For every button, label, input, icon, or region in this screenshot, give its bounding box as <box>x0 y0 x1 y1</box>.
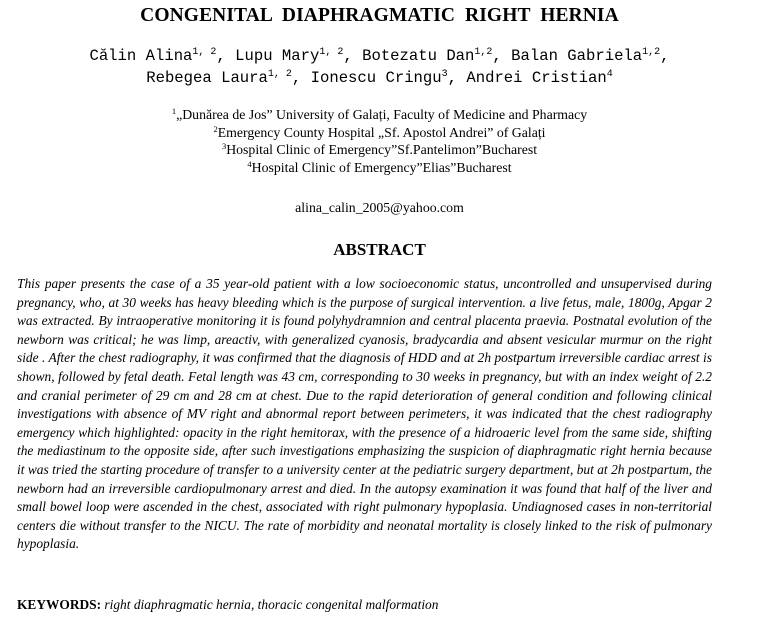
abstract-text: This paper presents the case of a 35 year-old patient with a low socioeconomic status, uncontrolled and unsupervised during pregnancy, who, at 30 weeks has heavy bleeding which is the purpose of surgical intervention. a live fetus, male, 1800g, Apgar 2 was extracted. By intraoperative monitoring it is found polyhydramnion and central placenta praevia. Postnatal evolution of the newborn was critical; he was limp, areactiv, with generalized cyanosis, bradycardia and absent vesicular murmur on the right side . After the chest radiography, it was confirmed that the diagnosis of HDD and at 2h postpartum irreversible cardiac arrest is shown, followed by fetal death. Fetal length was 43 cm, corresponding to 30 weeks in pregnancy, but with an index weight of 2.2 and cranial perimeter of 29 cm and 28 cm at chest. Due to the rapid deterioration of general condition and following clinical investigations with absence of MV right and abnormal report between perimeters, it was indicated that the chest radiography emergency which highlighted: opacity in the right hemitorax, with the presence of a hidroaeric level from the same side, shifting the mediastinum to the opposite side, after such investigations emphasizing the suspicion of diaphragmatic right hernia because it was tried the starting procedure of transfer to a university center at the pediatric surgery department, but at 2h postpartum, the newborn had an irreversible cardiopulmonary arrest and died. In the autopsy examination it was found that half of the liver and small bowel loop were ascended in the chest, associated with right pulmonary hypoplasia. Undiagnosed cases in non-territorial centers die without transfer to the NICU. The rate of morbidity and neonatal mortality is closely linked to the risk of pulmonary hypoplasia. <box>17 276 712 552</box>
author-line-2: Rebegea Laura$^{1, 2}$, Ionescu Cringu$^3$, Andrei Cristian$^4$ <box>146 69 613 87</box>
keywords-text: right diaphragmatic hernia, thoracic congenital malformation <box>101 597 439 612</box>
affiliation: $^3$Hospital Clinic of Emergency”Sf.Pantelimon”Bucharest <box>221 141 538 157</box>
contact-email: alina_calin_2005@yahoo.com <box>295 200 464 215</box>
author: Balan Gabriela$^{1,2}$ <box>511 47 661 65</box>
author: Ionescu Cringu$^3$ <box>310 69 448 87</box>
author-affiliation-mark: 1, 2 <box>319 47 344 58</box>
abstract-heading: ABSTRACT <box>333 240 426 259</box>
affiliation: $^4$Hospital Clinic of Emergency”Elias”Bucharest <box>247 158 512 175</box>
author-affiliation-mark: 1,2 <box>642 47 661 58</box>
author-list <box>0 45 759 89</box>
author: Călin Alina$^{1, 2}$ <box>89 47 217 65</box>
keywords-label: KEYWORDS: <box>17 597 102 612</box>
affiliation: $^1$„Dunărea de Jos” University of Galați, Faculty of Medicine and Pharmacy <box>171 106 588 122</box>
author: Rebegea Laura$^{1, 2}$ <box>146 69 292 87</box>
author-affiliation-mark: 1, 2 <box>267 69 292 80</box>
author: Lupu Mary$^{1, 2}$ <box>235 47 344 65</box>
author-affiliation-mark: 1, 2 <box>192 47 217 58</box>
author: Andrei Cristian$^4$ <box>466 69 613 87</box>
affiliation-list <box>0 106 759 176</box>
affiliation: $^2$Emergency County Hospital „Sf. Apostol Andrei” of Galați <box>213 123 546 140</box>
author-line-1: Călin Alina$^{1, 2}$, Lupu Mary$^{1, 2}$, Botezatu Dan$^{1,2}$, Balan Gabriela$^{1,2}$, <box>89 47 670 65</box>
paper-title: CONGENITAL DIAPHRAGMATIC RIGHT HERNIA <box>140 5 619 26</box>
author: Botezatu Dan$^{1,2}$ <box>362 47 493 65</box>
author-affiliation-mark: 1,2 <box>474 47 493 58</box>
keywords <box>17 597 717 613</box>
author-affiliation-mark: 4 <box>606 69 613 80</box>
author-affiliation-mark: 3 <box>441 69 448 80</box>
